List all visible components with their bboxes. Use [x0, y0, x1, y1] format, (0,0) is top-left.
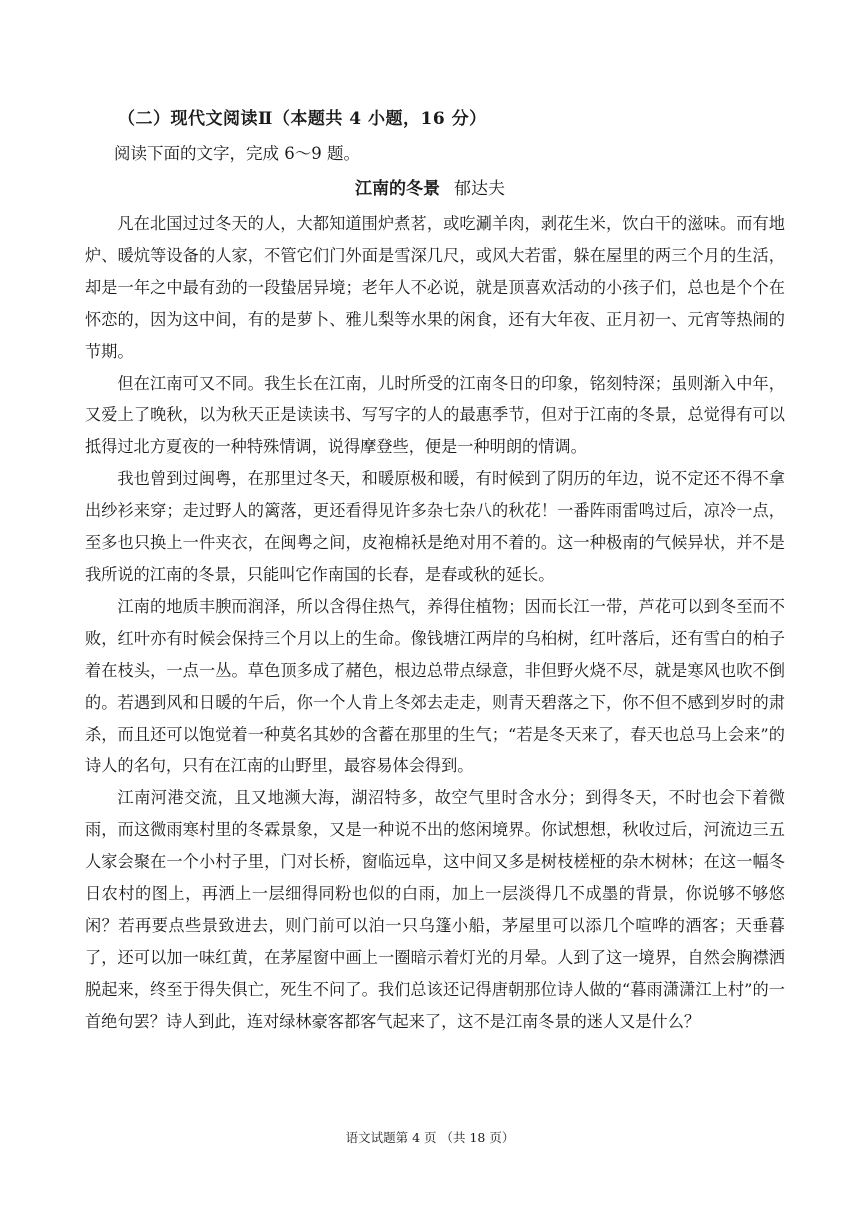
- article-title: 江南的冬景: [355, 179, 440, 199]
- article-body: [85, 208, 785, 1038]
- paragraph-1: 凡在北国过过冬天的人，大都知道围炉煮茗，或吃涮羊肉，剥花生米，饮白干的滋味。而有地炉、暖炕等设备的人家，不管它们门外面是雪深几尺，或风大若雷，躲在屋里的两三个月的生活，却是一年之中最有劲的一段蛰居异境；老年人不必说，就是顶喜欢活动的小孩子们，总也是个个在怀恋的，因为这中间，有的是萝卜、雅儿梨等水果的闲食，还有大年夜、正月初一、元宵等热闹的节期。: [85, 214, 785, 361]
- reading-instruction: 阅读下面的文字，完成 6～9 题。: [114, 144, 360, 163]
- paragraph-3: 我也曾到过闽粤，在那里过冬天，和暖原极和暖，有时候到了阴历的年边，说不定还不得不拿出纱衫来穿；走过野人的篱落，更还看得见许多杂七杂八的秋花！一番阵雨雷鸣过后，凉冷一点，至多也只换上一件夹衣，在闽粤之间，皮袍棉袄是绝对用不着的。这一种极南的气候异状，并不是我所说的江南的冬景，只能叫它作南国的长春，是春或秋的延长。: [85, 469, 785, 584]
- page-footer: 语文试题第 4 页 （共 18 页）: [345, 1130, 515, 1145]
- paragraph-5: 江南河港交流，且又地濒大海，湖沼特多，故空气里时含水分；到得冬天，不时也会下着微雨，而这微雨寒村里的冬霖景象，又是一种说不出的悠闲境界。你试想想，秋收过后，河流边三五人家会聚在一个小村子里，门对长桥，窗临远阜，这中间又多是树枝槎桠的杂木树林；在这一幅冬日农村的图上，再洒上一层细得同粉也似的白雨，加上一层淡得几不成墨的背景，你说够不够悠闲？若再要点些景致进去，则门前可以泊一只乌篷小船，茅屋里可以添几个喧哗的酒客；天垂暮了，还可以加一味红黄，在茅屋窗中画上一圈暗示着灯光的月晕。人到了这一境界，自然会胸襟洒脱起来，终至于得失俱亡，死生不问了。我们总该还记得唐朝那位诗人做的“暮雨潇潇江上村”的一首绝句罢？诗人到此，连对绿林豪客都客气起来了，这不是江南冬景的迷人又是什么？: [85, 788, 785, 1031]
- article-author: 郁达夫: [454, 179, 505, 199]
- paragraph-2: 但在江南可又不同。我生长在江南，儿时所受的江南冬日的印象，铭刻特深；虽则渐入中年，又爱上了晚秋，以为秋天正是读读书、写写字的人的最惠季节，但对于江南的冬景，总觉得有可以抵得过北方夏夜的一种特殊情调，说得摩登些，便是一种明朗的情调。: [85, 373, 785, 457]
- paragraph-4: 江南的地质丰腴而润泽，所以含得住热气，养得住植物；因而长江一带，芦花可以到冬至而不败，红叶亦有时候会保持三个月以上的生命。像钱塘江两岸的乌桕树，红叶落后，还有雪白的柏子着在枝头，一点一丛。草色顶多成了赭色，根边总带点绿意，非但野火烧不尽，就是寒风也吹不倒的。若遇到风和日暖的午后，你一个人肯上冬郊去走走，则青天碧落之下，你不但不感到岁时的肃杀，而且还可以饱觉着一种莫名其妙的含蓄在那里的生气；“若是冬天来了，春天也总马上会来”的诗人的名句，只有在江南的山野里，最容易体会得到。: [85, 596, 785, 776]
- article-title-line: [0, 174, 860, 199]
- section-heading: （二）现代文阅读Ⅱ（本题共 4 小题，16 分）: [118, 109, 487, 129]
